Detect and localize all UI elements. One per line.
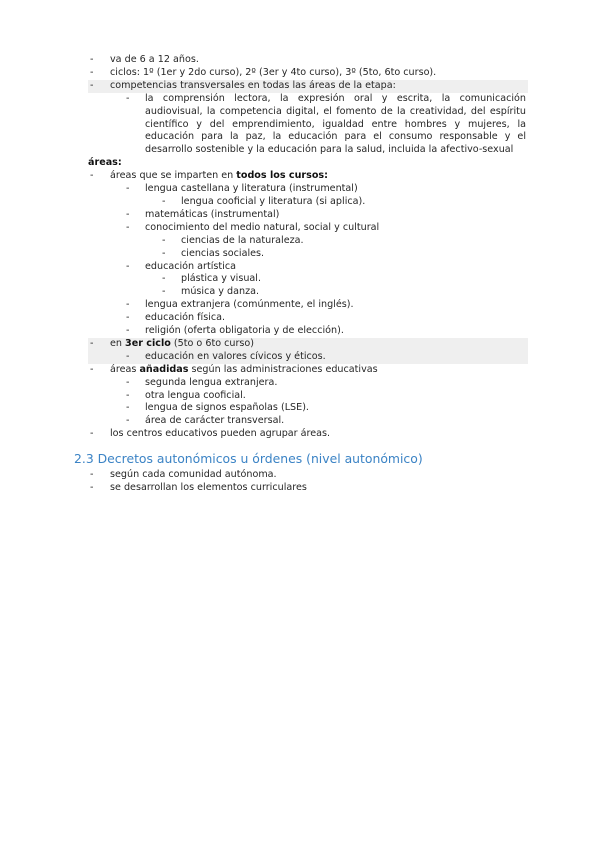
- bullet: -: [126, 260, 130, 272]
- curriculum-list: [88, 54, 528, 441]
- item-text: va de 6 a 12 años.: [110, 54, 199, 65]
- bullet: -: [162, 273, 166, 285]
- bullet: -: [126, 299, 130, 311]
- bullet: -: [90, 428, 94, 440]
- bullet: -: [126, 208, 130, 220]
- list-item-highlighted: - en 3er ciclo (5to o 6to curso): [88, 338, 528, 351]
- bullet: -: [126, 402, 130, 414]
- list-item: - lengua de signos españolas (LSE).: [126, 402, 309, 414]
- bullet: -: [126, 312, 130, 324]
- list-item: - áreas añadidas según las administraciones educativas: [90, 363, 378, 375]
- list-item: - se desarrollan los elementos curriculares: [90, 482, 307, 494]
- bullet: -: [90, 337, 94, 349]
- list-item: - ciencias de la naturaleza.: [162, 234, 304, 246]
- bullet: -: [90, 54, 94, 65]
- bullet: -: [126, 92, 130, 104]
- areas-label: áreas:: [88, 157, 122, 169]
- list-item: - conocimiento del medio natural, social y cultural: [126, 221, 380, 233]
- bullet: -: [90, 469, 94, 481]
- bullet: -: [90, 170, 94, 182]
- bullet: -: [162, 286, 166, 298]
- list-item: - matemáticas (instrumental): [126, 208, 280, 220]
- list-item: - área de carácter transversal.: [126, 415, 285, 427]
- list-item: [88, 67, 528, 80]
- list-item: - segunda lengua extranjera.: [126, 376, 278, 388]
- list-item: - áreas que se imparten en todos los cursos:: [90, 170, 328, 182]
- list-item: - ciencias sociales.: [162, 247, 265, 259]
- bullet: -: [126, 389, 130, 401]
- list-item: - religión (oferta obligatoria y de elección).: [126, 325, 344, 337]
- bullet: -: [126, 376, 130, 388]
- list-item: - educación artística: [126, 260, 236, 272]
- list-item: [88, 93, 528, 158]
- bullet: -: [162, 195, 166, 207]
- list-item-highlighted: - educación en valores cívicos y éticos.: [88, 351, 528, 364]
- bullet: -: [126, 415, 130, 427]
- item-text: competencias transversales en todas las áreas de la etapa:: [110, 79, 396, 91]
- bullet: -: [126, 350, 130, 362]
- list-item-highlighted: [88, 80, 528, 93]
- document-content: [74, 54, 528, 495]
- item-text: la comprensión lectora, la expresión oral y escrita, la comunicación audiovisual, la competencia digital, el fomento de la creatividad, del espíritu científico y del emprendimiento, igualdad entre hombres y mujeres, la educación para la paz, la educación para el consumo responsable y el desarrollo sostenible y la educación para la salud, incluida la afectivo-sexual: [145, 92, 526, 156]
- list-item: - lengua castellana y literatura (instrumental): [126, 183, 358, 195]
- bullet: -: [126, 183, 130, 195]
- section-heading: 2.3 Decretos autonómicos u órdenes (nivel autonómico): [74, 451, 423, 467]
- list-item: - otra lengua cooficial.: [126, 389, 246, 401]
- item-text: ciclos: 1º (1er y 2do curso), 2º (3er y 4to curso), 3º (5to, 6to curso).: [110, 66, 437, 78]
- bullet: -: [162, 247, 166, 259]
- bullet: -: [126, 221, 130, 233]
- list-item: - lengua cooficial y literatura (si aplica).: [162, 195, 366, 207]
- bullet: -: [162, 234, 166, 246]
- list-item: - los centros educativos pueden agrupar áreas.: [90, 428, 331, 440]
- bullet: -: [90, 482, 94, 494]
- list-item: - plástica y visual.: [162, 273, 262, 285]
- bullet: -: [90, 66, 94, 78]
- section-list: [88, 469, 528, 495]
- bullet: -: [90, 363, 94, 375]
- list-item: - música y danza.: [162, 286, 260, 298]
- list-item: - educación física.: [126, 312, 226, 324]
- list-item: - según cada comunidad autónoma.: [90, 469, 277, 481]
- list-item: [88, 54, 528, 67]
- bullet: -: [126, 325, 130, 337]
- bullet: -: [90, 79, 94, 91]
- list-item: - lengua extranjera (comúnmente, el inglés).: [126, 299, 354, 311]
